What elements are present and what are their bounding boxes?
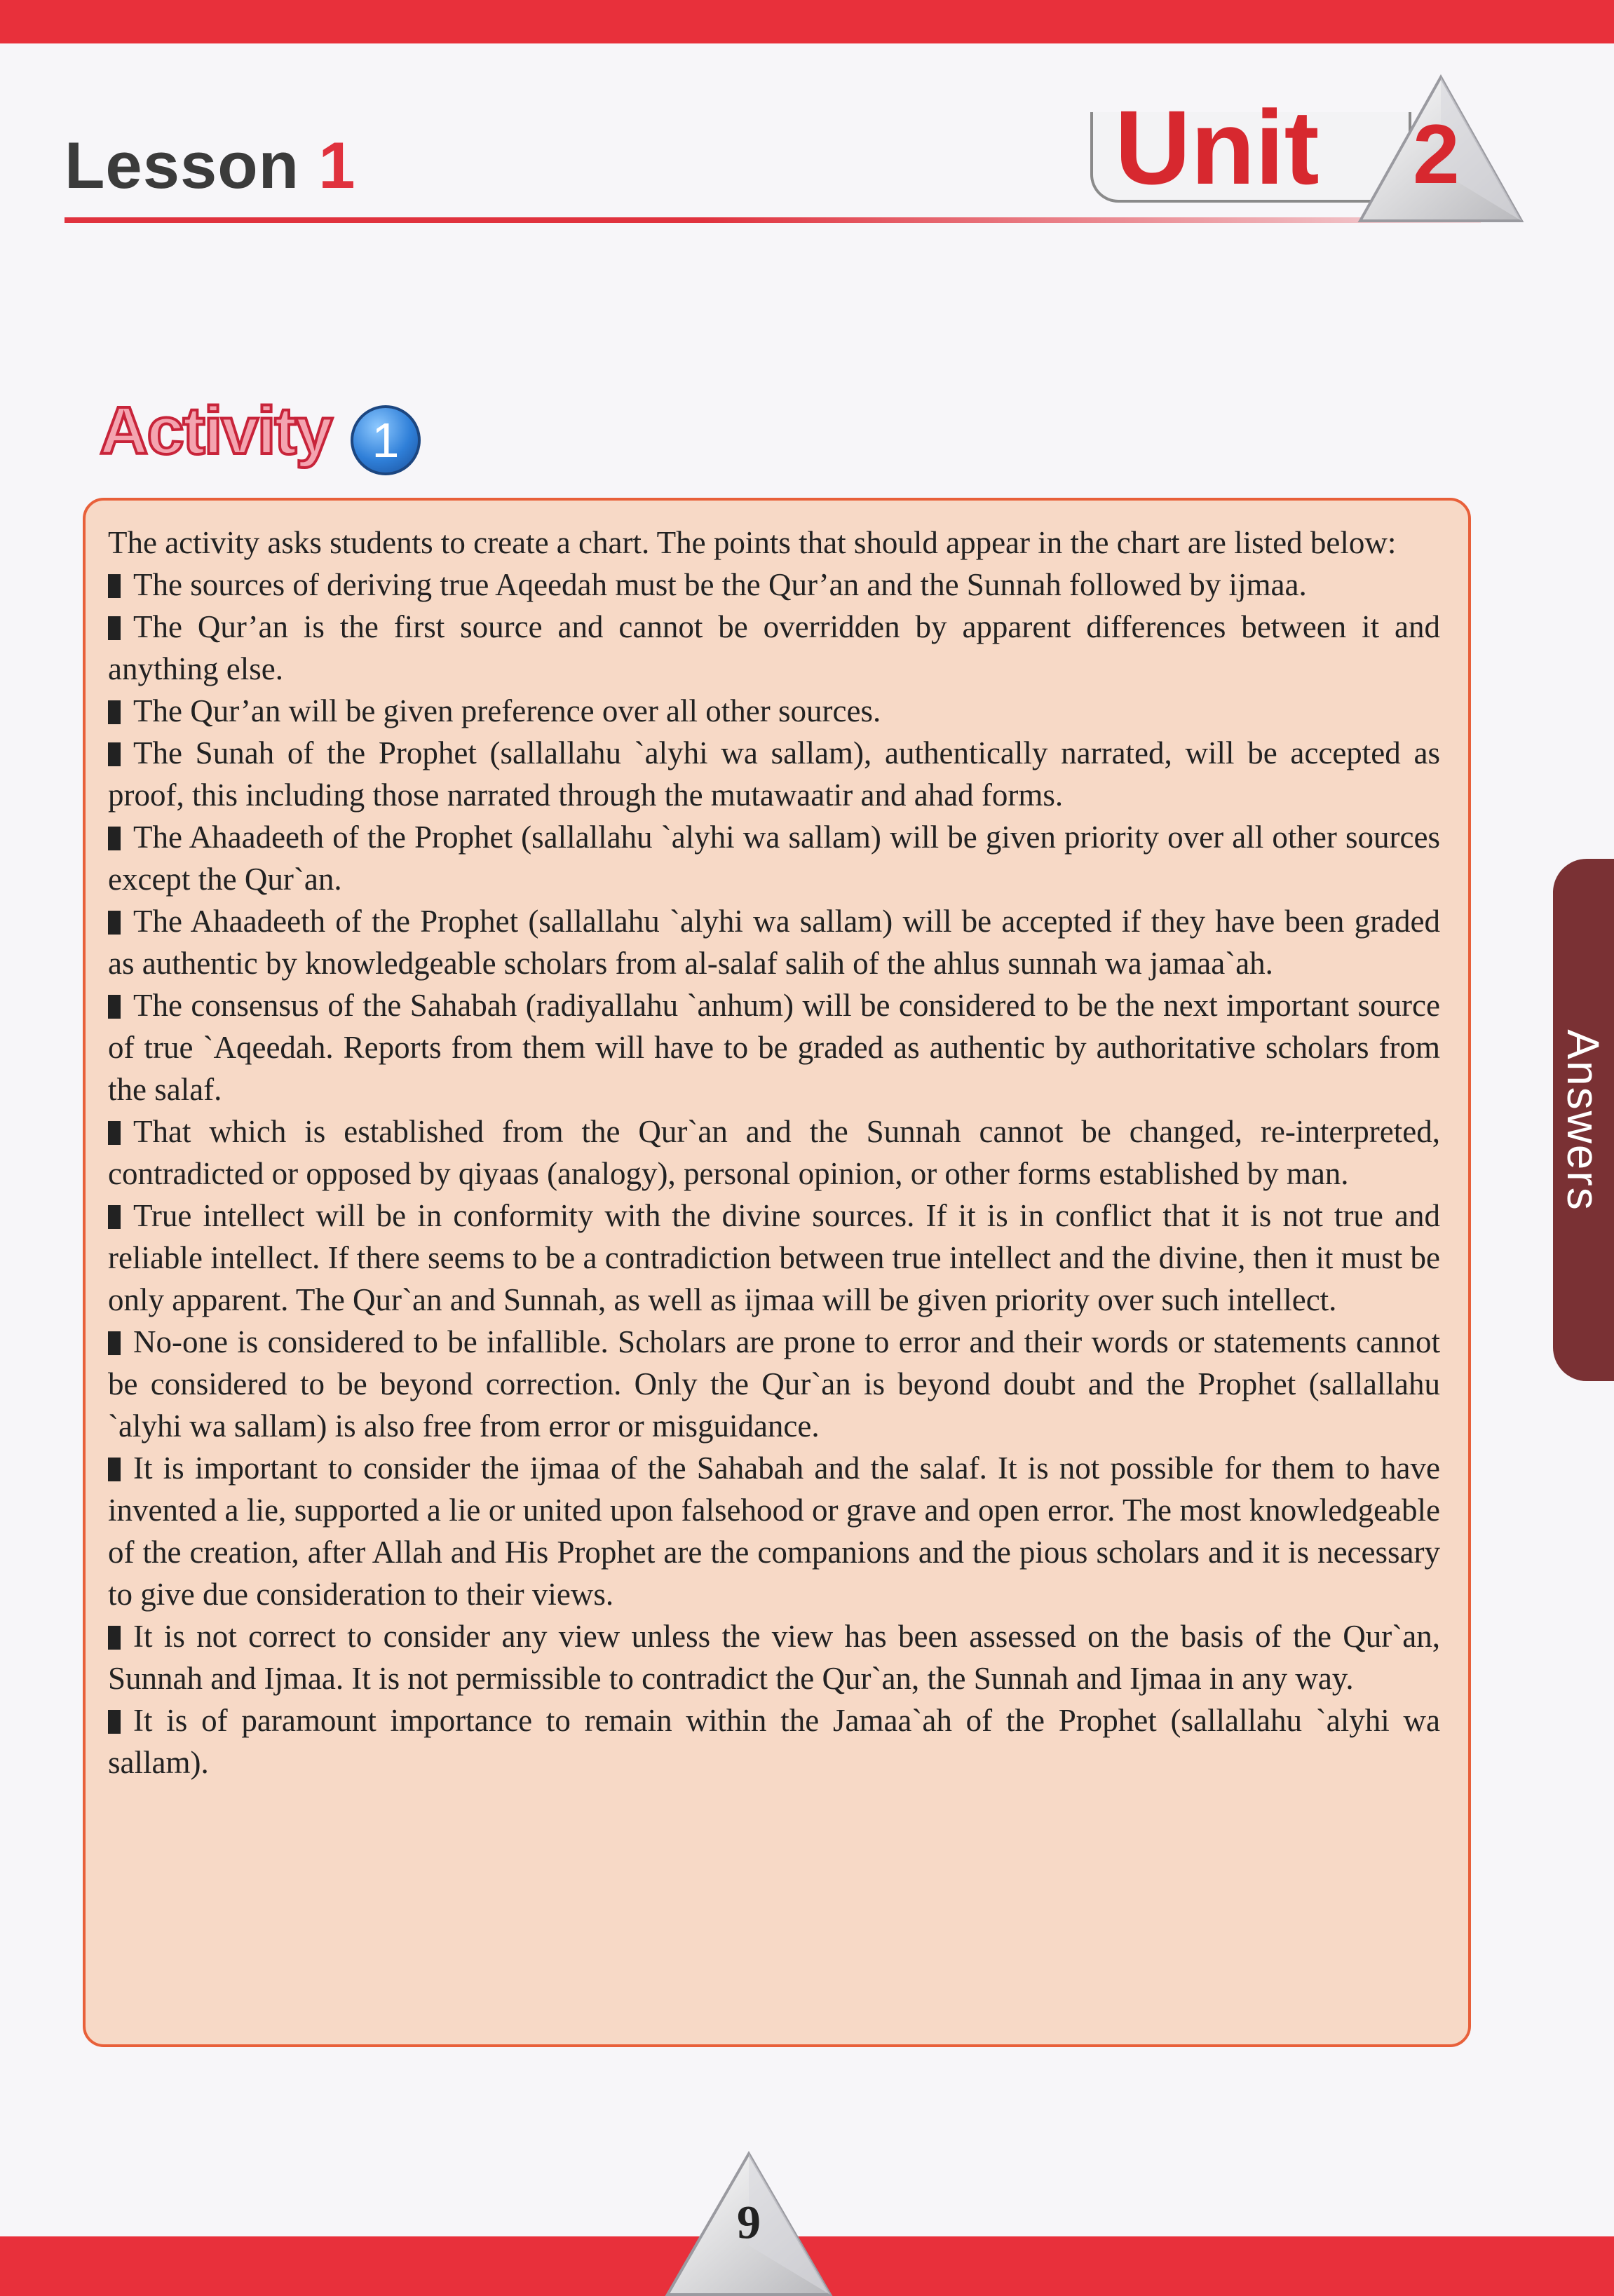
answer-point-text: True intellect will be in conformity with the divine sources. If it is in conflict that it is not true and reliable intellect. If there seems to be a contradiction between true intellect and the divine, then it must be only apparent. The Qur`an and Sunnah, as well as ijmaa will be given priority over such intellect. xyxy=(108,1198,1440,1317)
answer-point-text: It is not correct to consider any view unless the view has been assessed on the basis of the Qur`an, Sunnah and Ijmaa. It is not permissible to contradict the Qur`an, the Sunnah and Ijmaa in any way. xyxy=(108,1619,1440,1696)
lesson-title xyxy=(65,128,356,203)
page-number: 9 xyxy=(737,2195,761,2249)
bullet-square-icon xyxy=(108,995,121,1019)
answer-point-text: It is important to consider the ijmaa of the Sahabah and the salaf. It is not possible for them to have invented a lie, supported a lie or united upon falsehood or grave and open error. The most knowledgeable of the creation, after Allah and His Prophet are the companions and the pious scholars and it is necessary to give due consideration to their views. xyxy=(108,1451,1440,1612)
answer-point-text: The Ahaadeeth of the Prophet (sallallahu `alyhi wa sallam) will be accepted if they have been graded as authentic by knowledgeable scholars from al-salaf salih of the ahlus sunnah wa jamaa`ah. xyxy=(108,904,1440,981)
answer-point xyxy=(108,1699,1440,1784)
bullet-square-icon xyxy=(108,1331,121,1355)
answer-point xyxy=(108,1447,1440,1615)
answer-points-list xyxy=(108,564,1440,1784)
answer-intro: The activity asks students to create a chart. The points that should appear in the chart are listed below: xyxy=(108,525,1397,560)
answer-point-text: The Qur’an is the first source and cannot be overridden by apparent differences between it and anything else. xyxy=(108,609,1440,686)
header-divider xyxy=(65,217,1481,223)
activity-number-badge: 1 xyxy=(351,405,421,475)
answer-point-text: No-one is considered to be infallible. Scholars are prone to error and their words or statements cannot be considered to be beyond correction. Only the Qur`an is beyond doubt and the Prophet (sallallahu `alyhi wa sallam) is also free from error or misguidance. xyxy=(108,1324,1440,1444)
answer-box xyxy=(83,498,1471,2047)
bullet-square-icon xyxy=(108,1710,121,1734)
activity-heading: Activity xyxy=(100,393,332,468)
lesson-number: 1 xyxy=(318,128,356,202)
bullet-square-icon xyxy=(108,911,121,935)
answer-point-text: The Ahaadeeth of the Prophet (sallallahu `alyhi wa sallam) will be given priority over all other sources except the Qur`an. xyxy=(108,820,1440,897)
answer-point-text: The Sunah of the Prophet (sallallahu `alyhi wa sallam), authentically narrated, will be accepted as proof, this including those narrated through the mutawaatir and ahad forms. xyxy=(108,735,1440,813)
bullet-square-icon xyxy=(108,574,121,598)
answer-point xyxy=(108,984,1440,1110)
answer-point xyxy=(108,1110,1440,1195)
answers-tab-label: Answers xyxy=(1558,1029,1608,1211)
bullet-square-icon xyxy=(108,1458,121,1481)
answer-point xyxy=(108,816,1440,900)
answer-point xyxy=(108,1195,1440,1321)
answer-point xyxy=(108,1615,1440,1699)
bullet-square-icon xyxy=(108,700,121,724)
answer-point-text: The sources of deriving true Aqeedah must be the Qur’an and the Sunnah followed by ijmaa. xyxy=(133,567,1307,602)
bullet-square-icon xyxy=(108,1121,121,1145)
answer-point-text: That which is established from the Qur`an and the Sunnah cannot be changed, re-interpreted, contradicted or opposed by qiyaas (analogy), personal opinion, or other forms established by man. xyxy=(108,1114,1440,1191)
bullet-square-icon xyxy=(108,1626,121,1650)
bullet-square-icon xyxy=(108,827,121,850)
answer-point xyxy=(108,900,1440,984)
answer-point-text: The consensus of the Sahabah (radiyallahu `anhum) will be considered to be the next important source of true `Aqeedah. Reports from them will have to be graded as authentic by authoritative scholars from the salaf. xyxy=(108,988,1440,1107)
unit-number: 2 xyxy=(1413,107,1460,201)
answer-point-text: The Qur’an will be given preference over all other sources. xyxy=(133,693,881,728)
bullet-square-icon xyxy=(108,1205,121,1229)
top-color-band xyxy=(0,0,1614,43)
lesson-label: Lesson xyxy=(65,128,300,202)
bullet-square-icon xyxy=(108,742,121,766)
answer-point xyxy=(108,732,1440,816)
answer-point xyxy=(108,564,1440,606)
answer-point xyxy=(108,606,1440,690)
answer-point-text: It is of paramount importance to remain within the Jamaa`ah of the Prophet (sallallahu `alyhi wa sallam). xyxy=(108,1703,1440,1780)
answer-point xyxy=(108,690,1440,732)
answer-point xyxy=(108,1321,1440,1447)
unit-label: Unit xyxy=(1115,88,1320,206)
bullet-square-icon xyxy=(108,616,121,640)
